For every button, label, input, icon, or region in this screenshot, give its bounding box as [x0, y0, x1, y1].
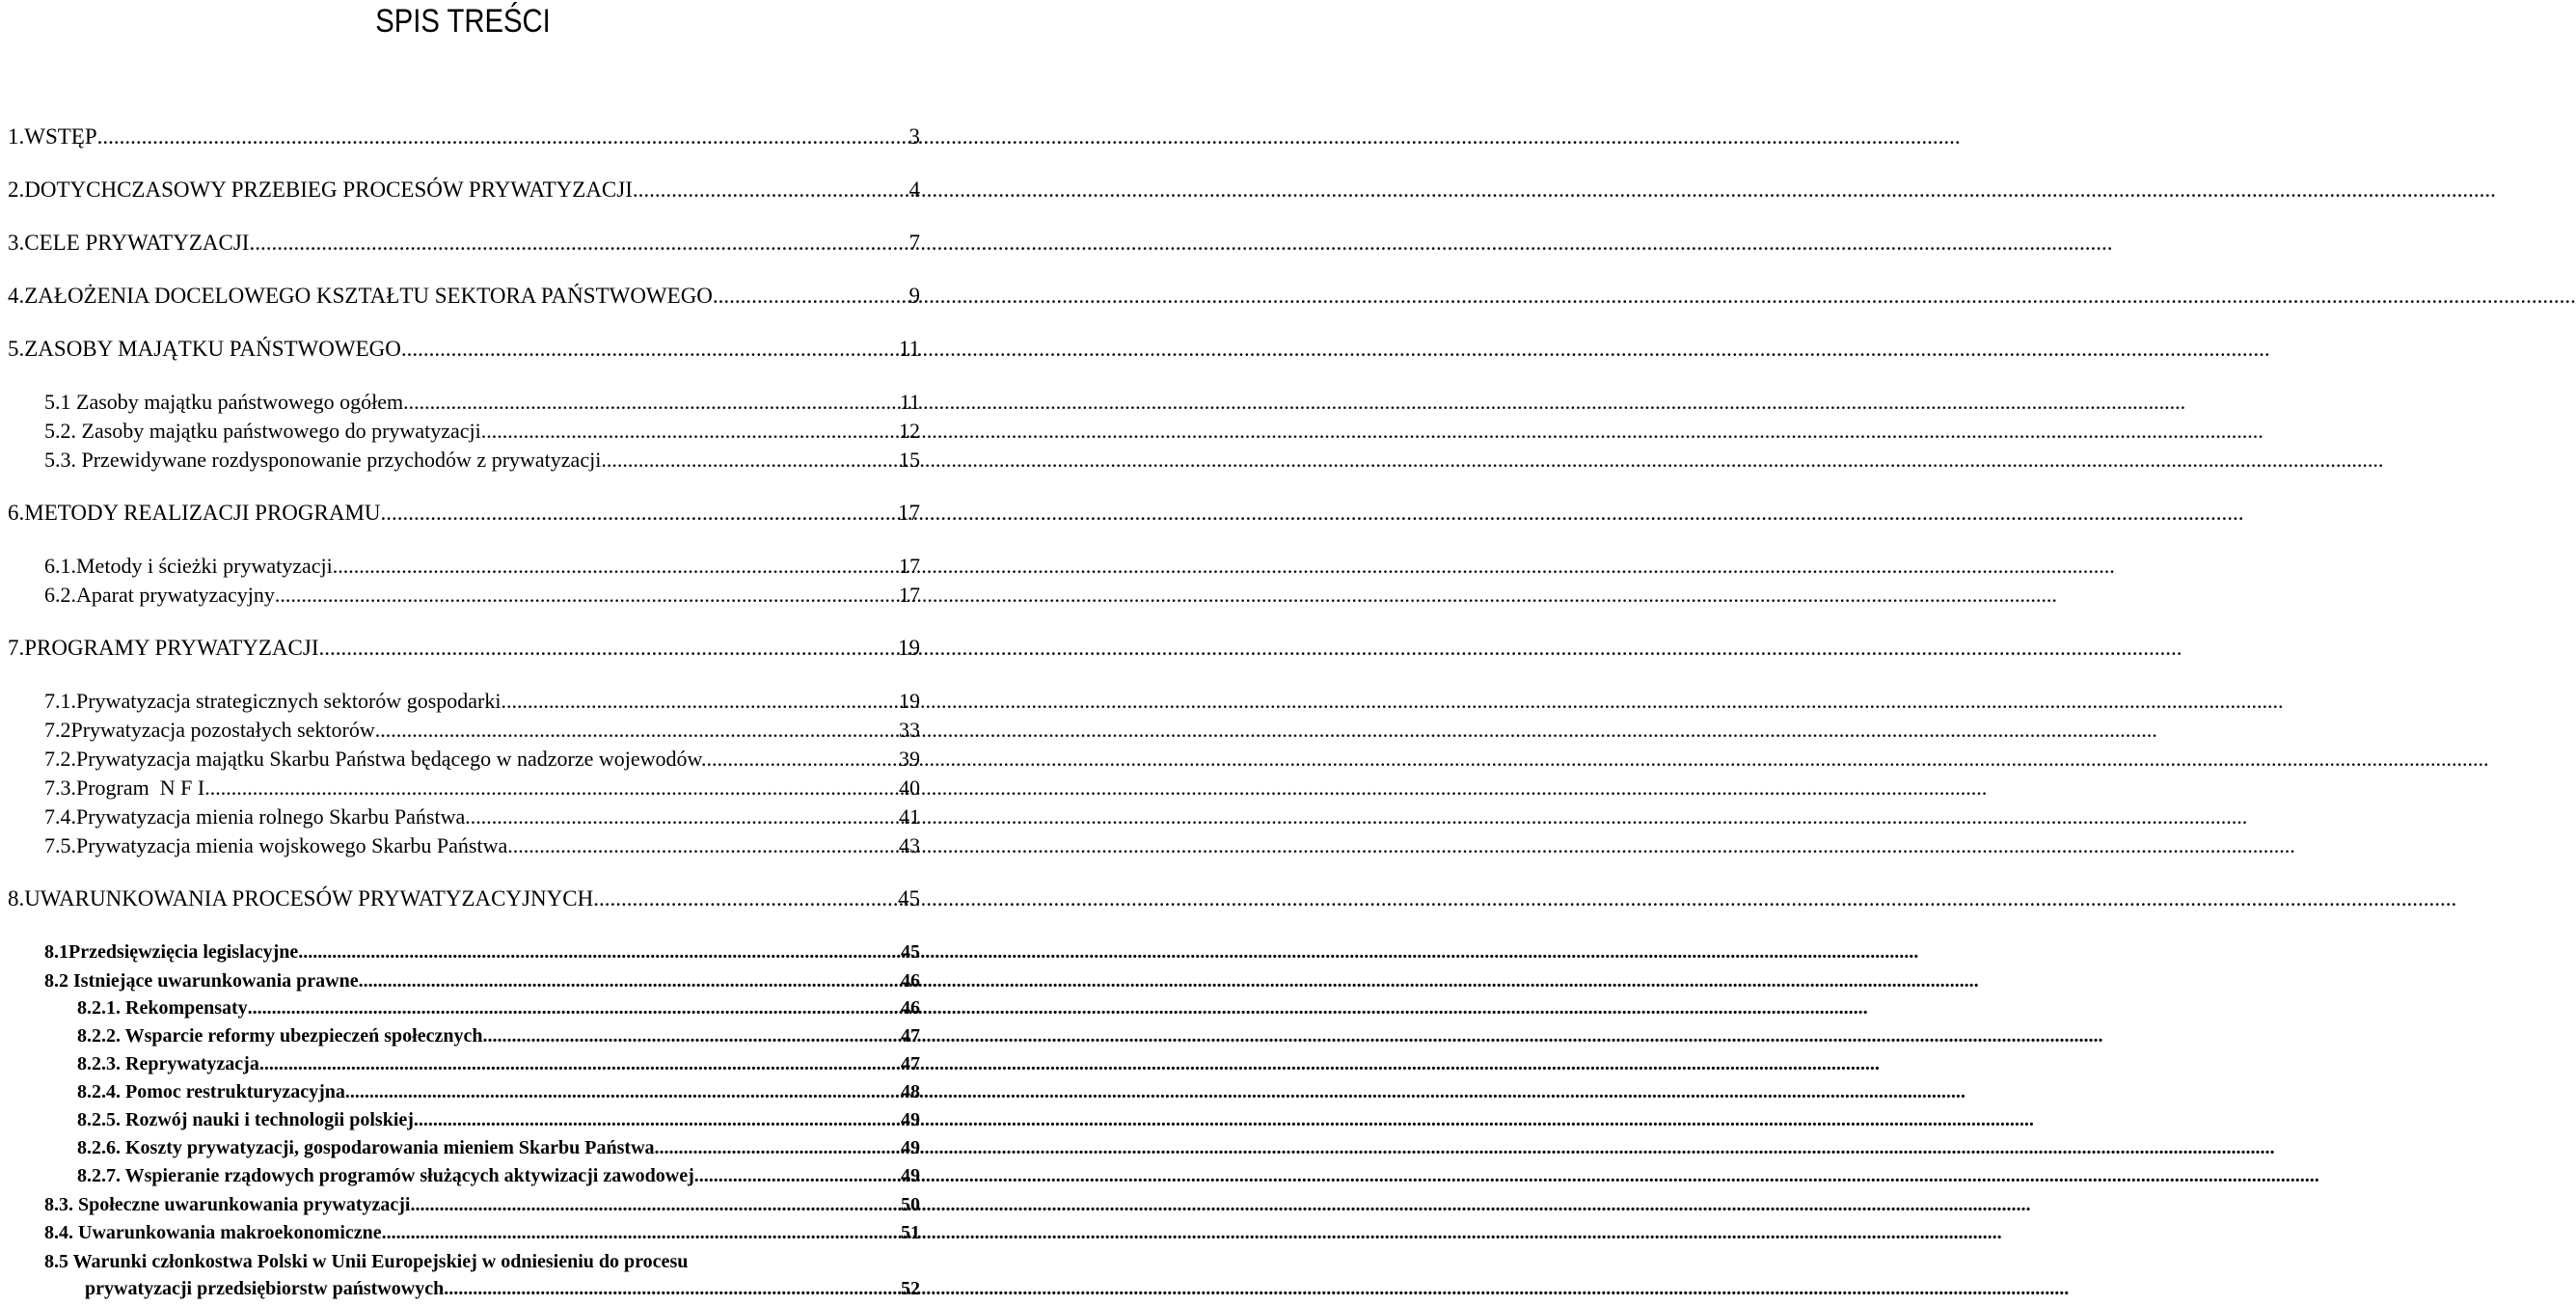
toc-title: 8.2.2. Wsparcie reformy ubezpieczeń społecznych — [77, 1025, 483, 1047]
toc-entry-8[interactable] — [8, 885, 920, 912]
toc-leader-dots — [465, 803, 898, 830]
toc-entry-7-5[interactable] — [44, 832, 920, 859]
toc-page-number: 51 — [901, 1222, 920, 1243]
toc-entry-2[interactable] — [8, 177, 920, 204]
toc-number: 7. — [8, 636, 25, 660]
toc-leader-dots — [381, 500, 897, 527]
toc-title: 8.2.6. Koszty prywatyzacji, gospodarowania mieniem Skarbu Państwa — [77, 1137, 655, 1158]
toc-page-number: 45 — [898, 886, 920, 911]
toc-leader-dots — [333, 553, 898, 580]
toc-title: 8.4. Uwarunkowania makroekonomiczne — [44, 1222, 382, 1243]
toc-page-number: 49 — [901, 1137, 920, 1158]
toc-entry-8-5[interactable] — [44, 1248, 920, 1275]
toc-title: 8.3. Społeczne uwarunkowania prywatyzacji — [44, 1194, 411, 1215]
toc-page-number: 48 — [901, 1081, 920, 1102]
toc-entry-8-2-7[interactable] — [77, 1162, 920, 1189]
toc-title: 7.4.Prywatyzacja mienia rolnego Skarbu Państwa — [44, 804, 466, 829]
toc-leader-dots — [633, 177, 908, 204]
toc-entry-6-1[interactable] — [44, 553, 920, 580]
toc-title: ZAŁOŻENIA DOCELOWEGO KSZTAŁTU SEKTORA PAŃSTWOWEGO — [24, 284, 713, 308]
toc-entry-8-2-3[interactable] — [77, 1050, 920, 1077]
toc-number: 4. — [8, 284, 25, 308]
toc-leader-dots — [513, 832, 898, 859]
toc-entry-5[interactable] — [8, 336, 920, 363]
toc-leader-dots — [345, 1078, 900, 1105]
toc-title: 6.1.Metody i ścieżki prywatyzacji — [44, 554, 333, 578]
toc-entry-7-1[interactable] — [44, 688, 920, 715]
toc-leader-dots — [699, 1162, 900, 1189]
toc-leader-dots — [593, 885, 897, 912]
toc-leader-dots — [248, 994, 900, 1021]
toc-title: 7.1.Prywatyzacja strategicznych sektorów gospodarki — [44, 689, 502, 713]
toc-entry-7-4[interactable] — [44, 803, 920, 830]
toc-leader-dots — [601, 447, 898, 474]
toc-title: 7.3.Program N F I — [44, 775, 205, 800]
toc-page-number: 17 — [899, 583, 920, 607]
toc-entry-5-1[interactable] — [44, 389, 920, 416]
toc-title: METODY REALIZACJI PROGRAMU — [24, 501, 381, 525]
toc-title: DOTYCHCZASOWY PRZEBIEG PROCESÓW PRYWATYZACJI — [24, 177, 633, 202]
toc-title: 8.2.7. Wspieranie rządowych programów służących aktywizacji zawodowej. — [77, 1165, 699, 1186]
toc-entry-8-5-continuation[interactable] — [85, 1275, 920, 1302]
toc-number: 1. — [8, 124, 25, 149]
toc-page-number: 15 — [899, 448, 920, 472]
toc-leader-dots — [706, 746, 898, 773]
toc-page-number: 3 — [908, 124, 920, 149]
toc-entry-5-3[interactable] — [44, 447, 920, 474]
toc-number: 8. — [8, 886, 25, 911]
toc-page-number: 11 — [899, 390, 920, 414]
page-title: SPIS TREŚCI — [375, 3, 551, 40]
toc-entry-5-2[interactable] — [44, 418, 920, 445]
toc-page-number: 46 — [901, 997, 920, 1019]
toc-entry-8-2-2[interactable] — [77, 1022, 920, 1049]
table-of-contents — [0, 0, 926, 1306]
toc-leader-dots — [410, 1191, 900, 1218]
toc-entry-7-2[interactable] — [44, 717, 920, 744]
toc-leader-dots — [375, 717, 898, 744]
toc-leader-dots — [249, 230, 908, 257]
toc-entry-3[interactable] — [8, 230, 920, 257]
toc-entry-8-3[interactable] — [44, 1191, 920, 1218]
toc-page-number: 45 — [901, 941, 920, 963]
toc-page-number: 46 — [901, 970, 920, 992]
toc-title: 8.2.1. Rekompensaty — [77, 997, 248, 1019]
toc-number: 3. — [8, 231, 25, 255]
toc-leader-dots — [318, 635, 897, 662]
toc-title: 6.2.Aparat prywatyzacyjny — [44, 583, 275, 607]
toc-page-number: 19 — [899, 689, 920, 713]
toc-entry-1[interactable] — [8, 123, 920, 150]
toc-page-number: 4 — [908, 177, 920, 202]
toc-leader-dots — [481, 418, 898, 445]
toc-leader-dots — [275, 582, 898, 609]
toc-page-number: 39 — [899, 747, 920, 771]
toc-page-number: 7 — [908, 231, 920, 255]
toc-entry-7-3[interactable] — [44, 775, 920, 802]
toc-number: 5. — [8, 337, 25, 361]
toc-page-number: 49 — [901, 1165, 920, 1186]
toc-entry-8-2-1[interactable] — [77, 994, 920, 1021]
toc-title: 8.2.3. Reprywatyzacja — [77, 1053, 259, 1075]
toc-page-number: 40 — [899, 775, 920, 800]
toc-title: WSTĘP — [24, 124, 97, 149]
toc-title: 7.5.Prywatyzacja mienia wojskowego Skarbu Państwa. — [44, 833, 513, 857]
toc-entry-4[interactable] — [8, 283, 920, 310]
toc-entry-8-4[interactable] — [44, 1219, 920, 1246]
toc-page-number: 33 — [899, 718, 920, 742]
toc-page-number: 43 — [899, 833, 920, 857]
toc-title: 8.2.4. Pomoc restrukturyzacyjna — [77, 1081, 345, 1102]
toc-leader-dots — [298, 939, 900, 966]
toc-leader-dots — [97, 123, 908, 150]
toc-page-number: 17 — [898, 501, 920, 525]
toc-page-number: 47 — [901, 1053, 920, 1075]
toc-number: 6. — [8, 501, 25, 525]
toc-page-number: 50 — [901, 1194, 920, 1215]
toc-leader-dots — [483, 1022, 901, 1049]
toc-leader-dots — [204, 775, 898, 802]
toc-entry-8-2[interactable] — [44, 967, 920, 994]
toc-title: 5.3. Przewidywane rozdysponowanie przychodów z prywatyzacji — [44, 448, 602, 472]
toc-leader-dots — [713, 283, 908, 310]
toc-entry-7[interactable] — [8, 635, 920, 662]
toc-title: 8.1Przedsięwzięcia legislacyjne — [44, 941, 299, 963]
toc-leader-dots — [259, 1050, 900, 1077]
toc-title: prywatyzacji przedsiębiorstw państwowych. — [85, 1278, 449, 1299]
toc-title: UWARUNKOWANIA PROCESÓW PRYWATYZACYJNYCH — [24, 886, 594, 911]
toc-leader-dots — [359, 967, 900, 994]
toc-page-number: 19 — [898, 636, 920, 660]
toc-entry-8-2-6[interactable] — [77, 1134, 920, 1161]
toc-entry-8-2-5[interactable] — [77, 1106, 920, 1133]
toc-entry-7-2b[interactable] — [44, 746, 920, 773]
toc-title: ZASOBY MAJĄTKU PAŃSTWOWEGO. — [24, 337, 407, 361]
toc-number: 2. — [8, 177, 25, 202]
toc-entry-8-2-4[interactable] — [77, 1078, 920, 1105]
toc-title: 5.2. Zasoby majątku państwowego do prywatyzacji — [44, 419, 481, 443]
toc-title: 8.5 Warunki członkostwa Polski w Unii Europejskiej w odniesieniu do procesu — [44, 1251, 689, 1272]
toc-leader-dots — [407, 336, 898, 363]
toc-title: 5.1 Zasoby majątku państwowego ogółem — [44, 390, 404, 414]
toc-entry-6-2[interactable] — [44, 582, 920, 609]
toc-title: 7.2Prywatyzacja pozostałych sektorów — [44, 718, 375, 742]
toc-leader-dots — [382, 1219, 900, 1246]
toc-page-number: 47 — [901, 1025, 920, 1047]
toc-leader-dots — [403, 389, 899, 416]
toc-leader-dots — [448, 1275, 900, 1302]
toc-leader-dots — [414, 1106, 900, 1133]
toc-page-number: 41 — [899, 804, 920, 829]
toc-page-number: 49 — [901, 1109, 920, 1130]
toc-page-number: 52 — [901, 1278, 920, 1299]
toc-page-number: 17 — [899, 554, 920, 578]
toc-page-number: 11 — [898, 337, 920, 361]
toc-title: PROGRAMY PRYWATYZACJI — [24, 636, 319, 660]
toc-page-number: 12 — [899, 419, 920, 443]
toc-entry-6[interactable] — [8, 500, 920, 527]
toc-leader-dots — [501, 688, 898, 715]
toc-title: 8.2 Istniejące uwarunkowania prawne — [44, 970, 359, 992]
toc-leader-dots — [655, 1134, 900, 1161]
toc-title: CELE PRYWATYZACJI — [24, 231, 250, 255]
toc-title: 7.2.Prywatyzacja majątku Skarbu Państwa będącego w nadzorze wojewodów. — [44, 747, 707, 771]
toc-page-number: 9 — [908, 284, 920, 308]
toc-title: 8.2.5. Rozwój nauki i technologii polskiej — [77, 1109, 414, 1130]
toc-entry-8-1[interactable] — [44, 939, 920, 966]
